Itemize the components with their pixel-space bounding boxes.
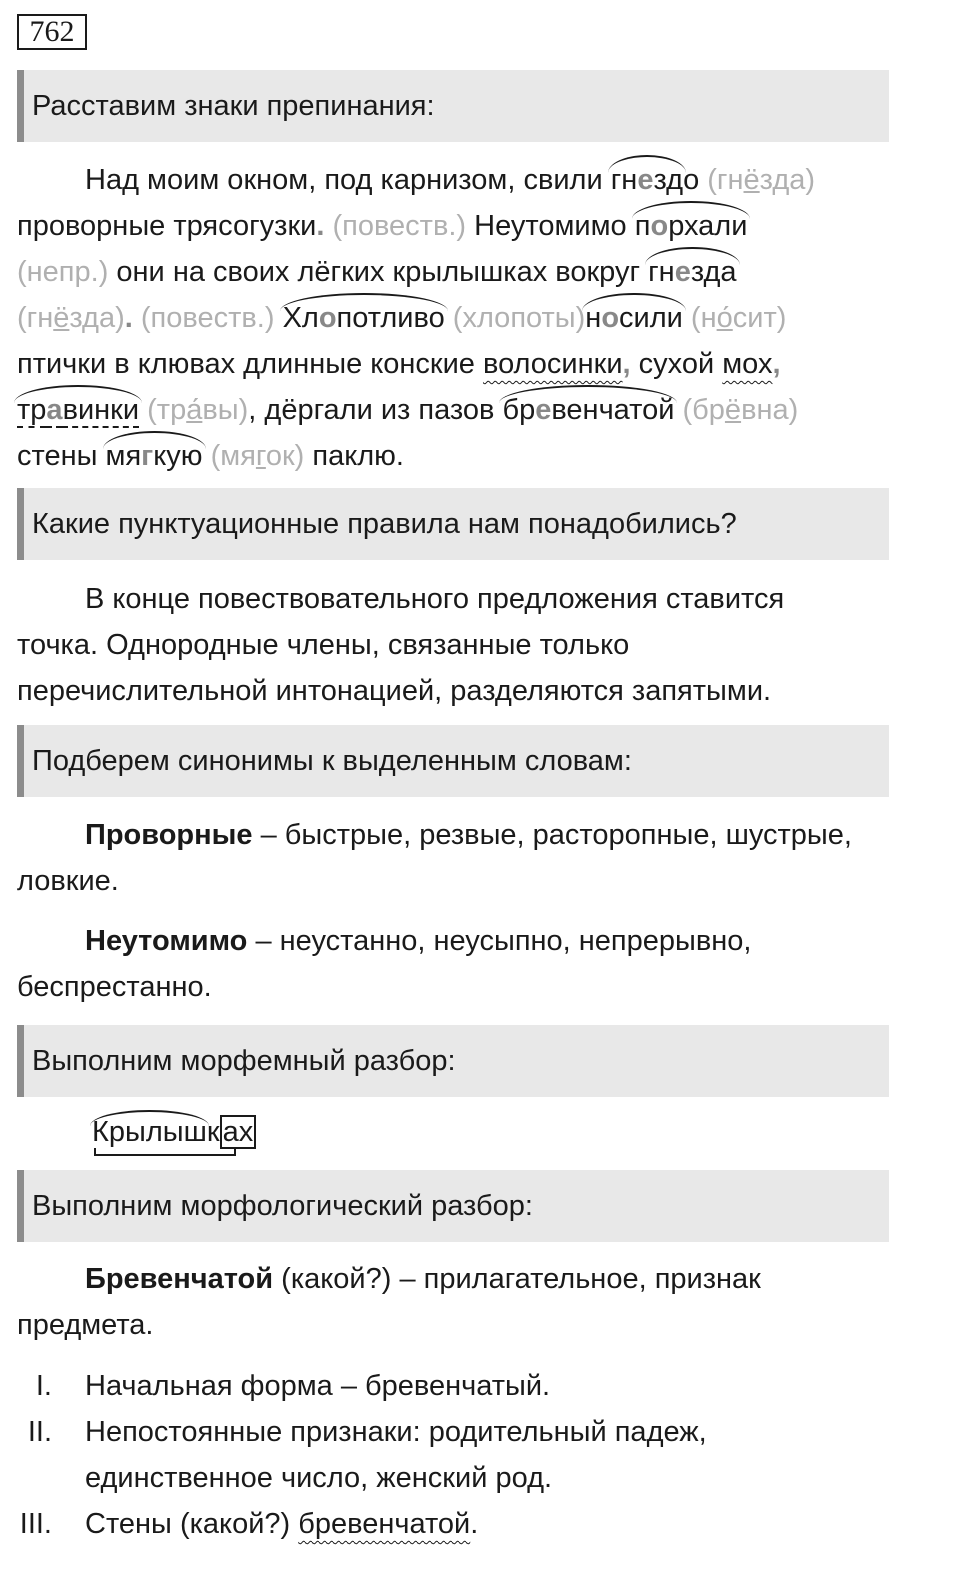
- morpheme-analysis: [92, 1108, 256, 1156]
- section-header-punctuation: Расставим знаки препинания:: [17, 70, 889, 142]
- exercise-text: [17, 157, 917, 479]
- text-line-3: (непр.) они на своих лёгких крылышках вокруг гнезда: [17, 249, 917, 295]
- defined-word: бревенчатой: [298, 1508, 471, 1540]
- section-header-morpheme: Выполним морфемный разбор:: [17, 1025, 889, 1097]
- rules-line-1: В конце повествовательного предложения ставится: [85, 583, 785, 615]
- morphology-word: Бревенчатой: [85, 1263, 274, 1295]
- section-header-morphology: Выполним морфологический разбор:: [17, 1170, 889, 1242]
- morphology-intro: Бревенчатой (какой?) – прилагательное, признак предмета.: [17, 1263, 761, 1341]
- text-line-4: (гнёзда). (повеств.) Хлопотливо (хлопоты)носили (но́сит): [17, 295, 917, 341]
- morpheme-root: Крылыш: [92, 1108, 207, 1156]
- text-line-1: Над моим окном, под карнизом, свили гнездо (гнёзда): [17, 157, 917, 203]
- synonym-word-1: Проворные: [85, 819, 253, 851]
- synonyms-1: Проворные – быстрые, резвые, расторопные, шустрые, ловкие.: [17, 819, 852, 897]
- morpheme-stem-bracket: [94, 1148, 236, 1156]
- rules-line-3: перечислительной интонацией, разделяются запятыми.: [17, 675, 772, 707]
- task-number: 762: [17, 14, 87, 50]
- text-line-7: стены мягкую (мягок) паклю.: [17, 433, 917, 479]
- section-header-synonyms: Подберем синонимы к выделенным словам:: [17, 725, 889, 797]
- synonyms-2: Неутомимо – неустанно, неусыпно, непрерывно, беспрестанно.: [17, 925, 752, 1003]
- section-header-rules: Какие пунктуационные правила нам понадобились?: [17, 488, 889, 560]
- morpheme-suffix: к: [206, 1116, 220, 1148]
- text-line-6: травинки (тра́вы), дёргали из пазов бревенчатой (брёвна): [17, 387, 917, 433]
- rules-line-2: точка. Однородные члены, связанные только: [17, 629, 630, 661]
- synonym-word-2: Неутомимо: [85, 925, 248, 957]
- text-line-2: проворные трясогузки. (повеств.) Неутомимо порхали: [17, 203, 917, 249]
- rules-text: [17, 576, 917, 714]
- text-line-5: птички в клювах длинные конские волосинки, сухой мох,: [17, 348, 781, 380]
- morpheme-ending: ах: [220, 1115, 257, 1149]
